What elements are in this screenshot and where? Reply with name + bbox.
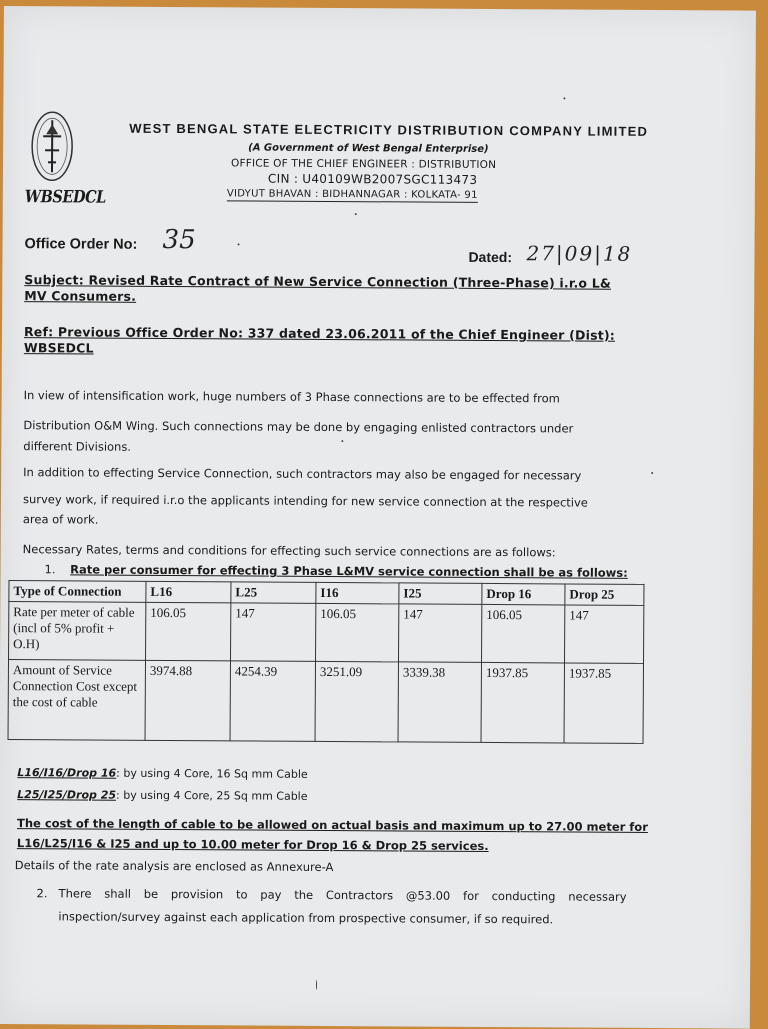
paragraph-2-line-1: In addition to effecting Service Connection, such contractors may also be engaged for necessary bbox=[23, 465, 582, 483]
table-cell: 106.05 bbox=[316, 603, 399, 662]
annexure-line: Details of the rate analysis are enclosed as Annexure-A bbox=[14, 858, 334, 875]
office-address: VIDYUT BHAVAN : BIDHANNAGAR : KOLKATA- 91 bbox=[226, 188, 478, 201]
table-cell: 106.05 bbox=[481, 604, 564, 663]
list-item-2-text: There shall be provision to pay the Contractors @53.00 for conducting necessary inspection/survey against each application from prospective consumer, if so required. bbox=[58, 886, 627, 927]
cin-number: CIN : U40109WB2007SGC113473 bbox=[267, 171, 478, 187]
header-i16: I16 bbox=[316, 582, 399, 604]
govt-enterprise-note: (A Government of West Bengal Enterprise) bbox=[248, 142, 489, 155]
header-l25: L25 bbox=[231, 582, 316, 604]
wbsedcl-emblem-icon bbox=[29, 106, 75, 186]
paper-speck bbox=[341, 440, 343, 442]
table-row bbox=[8, 660, 643, 744]
paragraph-2-line-2: survey work, if required i.r.o the applicants intending for new service connection at the respective bbox=[22, 492, 588, 510]
table-cell: 1937.85 bbox=[481, 662, 564, 743]
paragraph-1-line-1: In view of intensification work, huge numbers of 3 Phase connections are to be effected from bbox=[23, 388, 560, 406]
cable-note-25-text: : by using 4 Core, 25 Sq mm Cable bbox=[116, 788, 308, 803]
subject-line: Subject: Revised Rate Contract of New Service Connection (Three-Phase) i.r.o L& MV Consumers. bbox=[24, 272, 612, 304]
reference-line: Ref: Previous Office Order No: 337 dated 23.06.2011 of the Chief Engineer (Dist): WBSEDCL bbox=[23, 324, 616, 356]
header-drop16: Drop 16 bbox=[482, 583, 565, 605]
list-item-1 bbox=[45, 562, 628, 580]
logo-text: WBSEDCL bbox=[24, 187, 107, 208]
cable-cost-line-2: L16/L25/I16 & I25 and up to 10.00 meter for Drop 16 & Drop 25 services. bbox=[16, 836, 489, 853]
paragraph-2-line-3: area of work. bbox=[22, 512, 99, 527]
paper-speck bbox=[238, 243, 240, 245]
table-cell: 3974.88 bbox=[145, 660, 230, 741]
table-cell: 4254.39 bbox=[230, 661, 315, 742]
cable-note-16-label: L16/I16/Drop 16 bbox=[17, 766, 117, 780]
paragraph-1-line-2: Distribution O&M Wing. Such connections may be done by engaging enlisted contractors under bbox=[23, 418, 574, 436]
dated-value: 27|09|18 bbox=[526, 241, 633, 266]
table-cell: 106.05 bbox=[146, 602, 231, 661]
list-item-2-number: 2. bbox=[36, 886, 48, 901]
table-row bbox=[9, 602, 644, 664]
paper-speck bbox=[316, 980, 317, 990]
cable-cost-line-1: The cost of the length of cable to be allowed on actual basis and maximum up to 27.00 meter for bbox=[16, 816, 648, 834]
dated-label: Dated: bbox=[468, 248, 513, 266]
cable-note-25 bbox=[17, 788, 307, 803]
rate-table bbox=[8, 580, 645, 744]
table-cell: Amount of Service Connection Cost except the cost of cable bbox=[8, 660, 145, 741]
office-order-label: Office Order No: bbox=[24, 236, 138, 253]
header-i25: I25 bbox=[399, 583, 482, 605]
cable-note-16 bbox=[17, 766, 307, 781]
cable-note-16-text: : by using 4 Core, 16 Sq mm Cable bbox=[116, 766, 308, 781]
table-cell: 3339.38 bbox=[398, 662, 481, 743]
table-cell: 1937.85 bbox=[564, 663, 643, 743]
table-cell: 147 bbox=[564, 605, 643, 663]
table-cell: Rate per meter of cable (incl of 5% profit + O.H) bbox=[9, 602, 146, 661]
office-order-number: 35 bbox=[162, 224, 196, 256]
header-type-of-connection: Type of Connection bbox=[9, 581, 146, 603]
paper-speck bbox=[355, 213, 357, 215]
list-item-1-number: 1. bbox=[44, 562, 56, 577]
company-name: WEST BENGAL STATE ELECTRICITY DISTRIBUTION COMPANY LIMITED bbox=[129, 120, 649, 139]
header-drop25: Drop 25 bbox=[565, 584, 644, 605]
table-cell: 3251.09 bbox=[315, 661, 398, 742]
header-l16: L16 bbox=[146, 581, 231, 603]
list-item-1-text: Rate per consumer for effecting 3 Phase L&MV service connection shall be as follows: bbox=[70, 562, 628, 580]
office-line: OFFICE OF THE CHIEF ENGINEER : DISTRIBUTION bbox=[231, 157, 497, 172]
paper-speck bbox=[563, 97, 565, 99]
paragraph-3: Necessary Rates, terms and conditions for effecting such service connections are as follows: bbox=[22, 542, 556, 560]
cable-note-25-label: L25/I25/Drop 25 bbox=[17, 788, 117, 802]
table-cell: 147 bbox=[231, 603, 316, 662]
paragraph-1-line-3: different Divisions. bbox=[23, 439, 132, 454]
document-page bbox=[0, 6, 756, 1029]
list-item-2 bbox=[36, 882, 626, 932]
table-cell: 147 bbox=[399, 604, 482, 663]
paper-speck bbox=[651, 472, 653, 474]
